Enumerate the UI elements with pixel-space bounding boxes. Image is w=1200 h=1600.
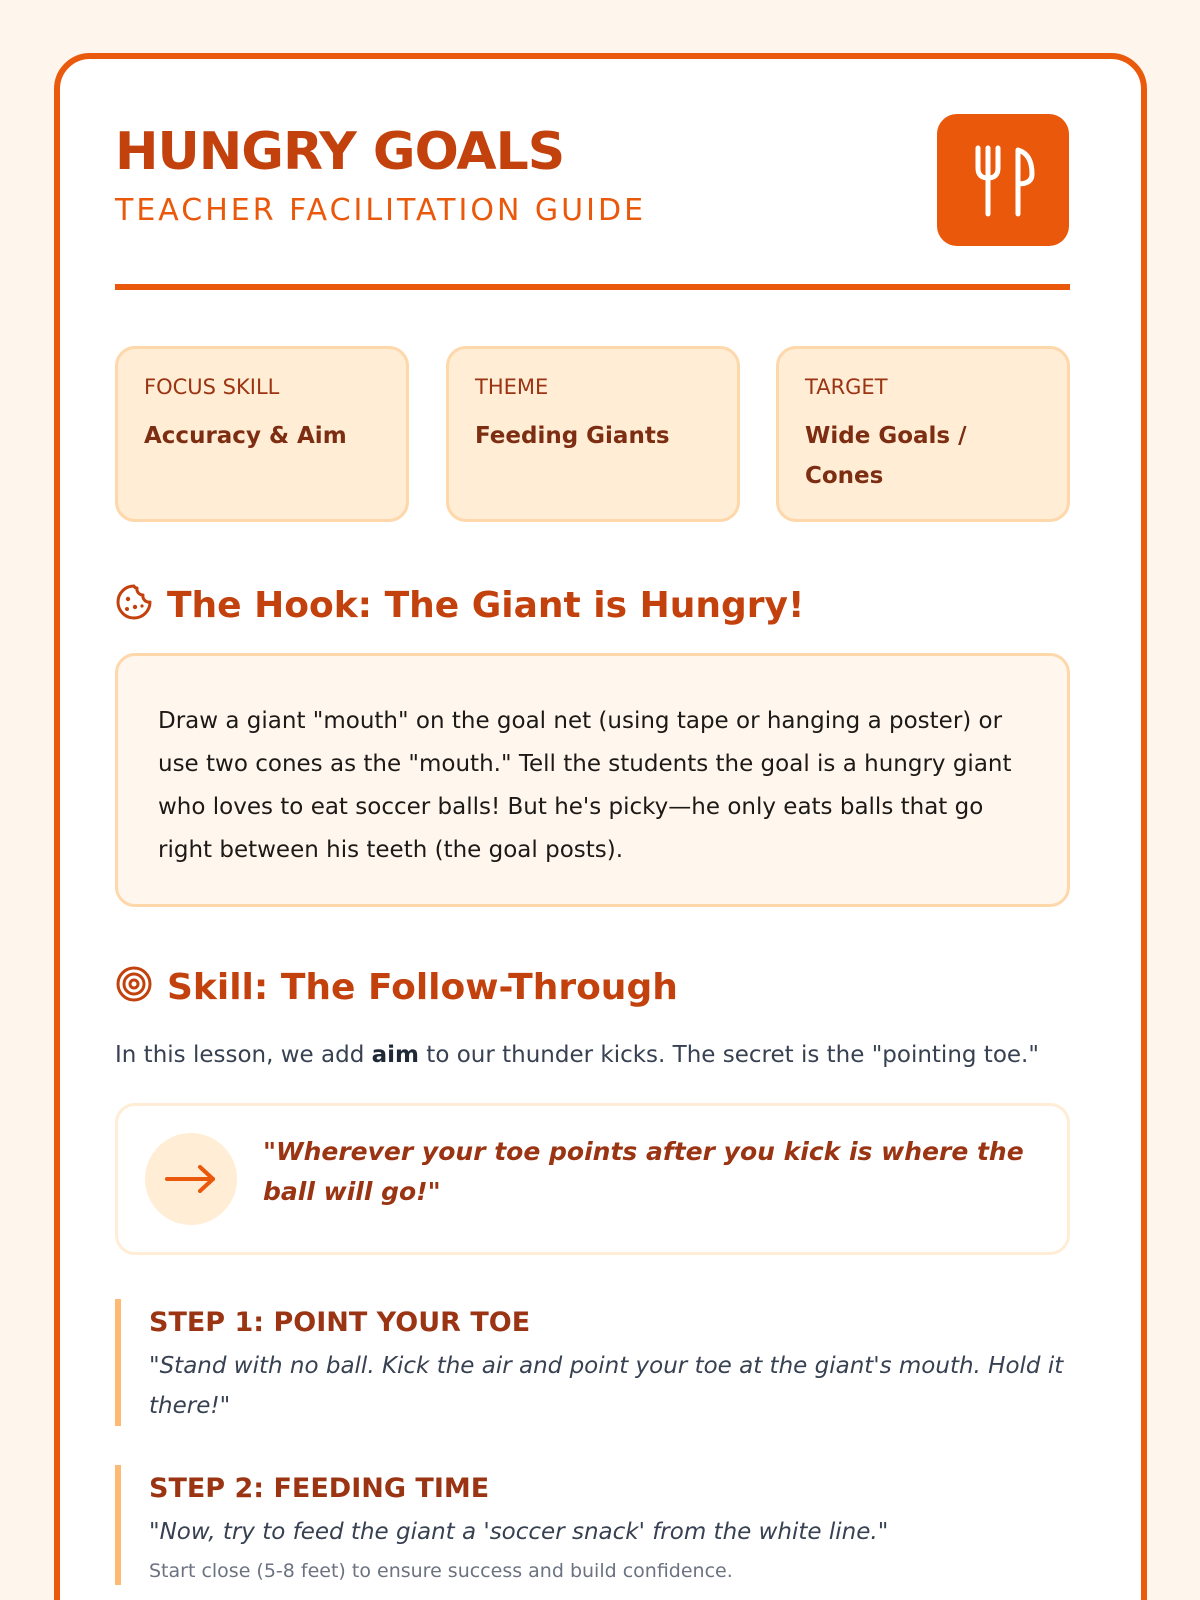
fork-knife-icon [937, 114, 1069, 246]
meta-label: TARGET [805, 375, 888, 399]
step-quote: "Now, try to feed the giant a 'soccer snack' from the white line." [149, 1519, 889, 1545]
meta-label: THEME [475, 375, 549, 399]
hook-title: The Hook: The Giant is Hungry! [167, 584, 805, 626]
meta-card-target [776, 346, 1070, 522]
quote-text: "Wherever your toe points after you kick is where the ball will go!" [263, 1137, 1024, 1206]
hook-box [115, 653, 1070, 907]
intro-text: to our thunder kicks. The secret is the "pointing toe." [418, 1042, 1039, 1068]
step-2 [115, 1465, 1075, 1585]
skill-intro [115, 1041, 1070, 1071]
arrow-right-icon [145, 1133, 237, 1225]
guide-card [54, 53, 1147, 1600]
meta-card-focus-skill [115, 346, 409, 522]
skill-title: Skill: The Follow-Through [167, 966, 678, 1008]
header-divider [115, 284, 1070, 290]
header [115, 114, 1070, 290]
page-title: HUNGRY GOALS [115, 122, 565, 182]
hook-body: Draw a giant "mouth" on the goal net (using tape or hanging a poster) or use two cones as the "mouth." Tell the students the goal is a hungry giant who loves to eat soccer balls! But he's picky—he only eats balls that go right between his teeth (the goal posts). [158, 708, 1012, 863]
cookie-icon [115, 583, 167, 628]
meta-card-theme [446, 346, 740, 522]
step-quote: "Stand with no ball. Kick the air and point your toe at the giant's mouth. Hold it there!" [149, 1353, 1064, 1419]
meta-value: Wide Goals / Cones [805, 423, 967, 489]
intro-bold: aim [371, 1042, 419, 1068]
step-1 [115, 1299, 1075, 1426]
step-note: Start close (5-8 feet) to ensure success and build confidence. [149, 1560, 733, 1582]
meta-label: FOCUS SKILL [144, 375, 280, 399]
step-title: STEP 2: FEEDING TIME [149, 1473, 490, 1504]
intro-text: In this lesson, we add [115, 1042, 372, 1068]
page-subtitle: TEACHER FACILITATION GUIDE [115, 193, 647, 228]
meta-value: Feeding Giants [475, 423, 670, 449]
target-icon [115, 965, 167, 1010]
hook-heading [115, 583, 804, 628]
step-title: STEP 1: POINT YOUR TOE [149, 1307, 531, 1338]
meta-value: Accuracy & Aim [144, 423, 347, 449]
skill-heading [115, 965, 678, 1010]
quote-box [115, 1103, 1070, 1255]
